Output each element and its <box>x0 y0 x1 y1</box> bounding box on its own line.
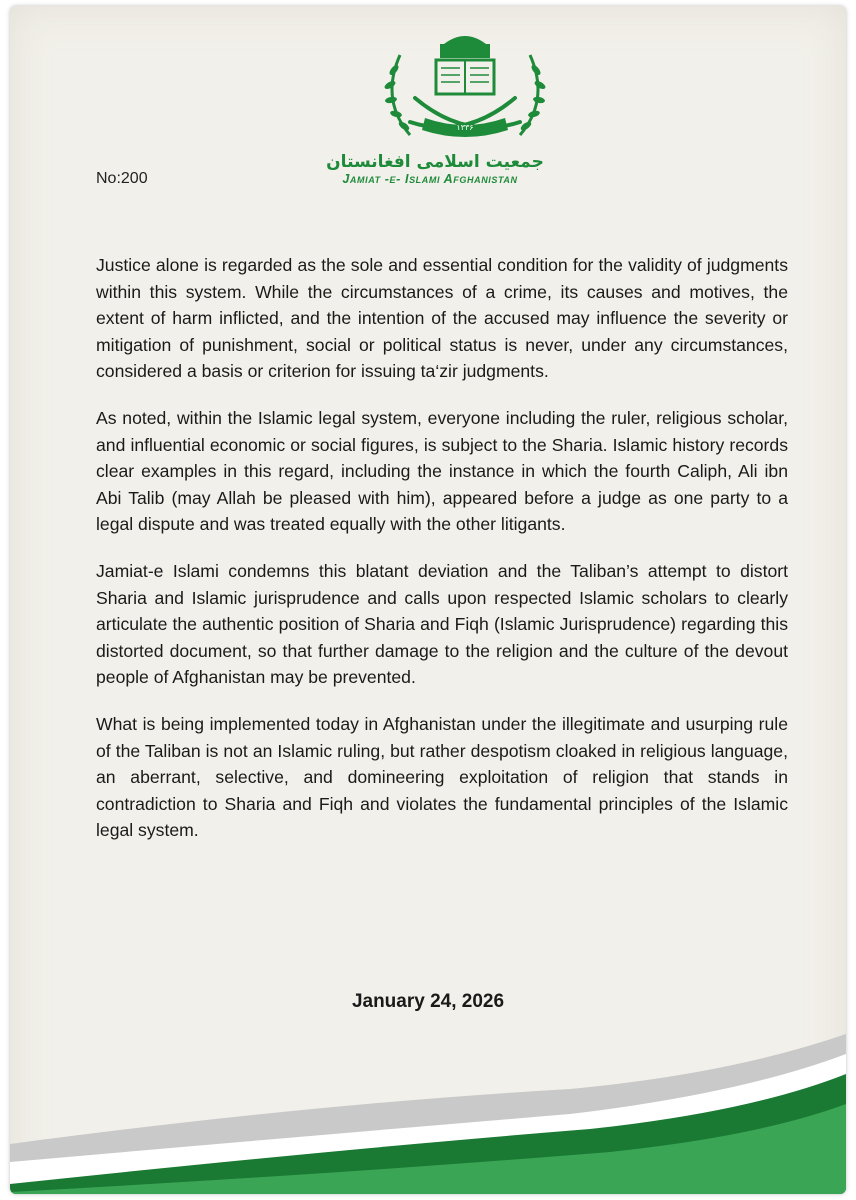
org-name-arabic: جمعیت اسلامی افغانستان <box>326 152 544 172</box>
org-name-english: Jamiat -e- Islami Afghanistan <box>342 172 518 186</box>
paragraph: Jamiat-e Islami condemns this blatant deviation and the Taliban’s attempt to distort Sharia and Islamic jurisprudence and calls upon respected Islamic scholars to clearly articulate the authentic position of Sharia and Fiqh (Islamic Jurisprudence) regarding this distorted document, so that further damage to the religion and the culture of the devout people of Afghanistan may be prevented. <box>96 560 788 688</box>
letter-body <box>96 252 788 864</box>
letter-page <box>10 6 846 1194</box>
jamiat-emblem-icon <box>370 30 560 150</box>
paragraph: What is being implemented today in Afghanistan under the illegitimate and usurping rule of the Taliban is not an Islamic ruling, but rather despotism cloaked in religious language, an aberrant, selective, and domineering exploitation of religion that stands in contradiction to Sharia and Fiqh and violates the fundamental principles of the Islamic legal system. <box>96 713 788 841</box>
paragraph: Justice alone is regarded as the sole and essential condition for the validity of judgments within this system. While the circumstances of a crime, its causes and motives, the extent of harm inflicted, and the intention of the accused may influence the severity or mitigation of punishment, social or political status is never, under any circumstances, considered a basis or criterion for issuing ta‘zir judgments. <box>96 255 788 382</box>
document-number: No:200 <box>96 170 148 187</box>
emblem-year: ۱۳۳۶ <box>456 123 474 132</box>
document-date: January 24, 2026 <box>351 991 505 1012</box>
paragraph: As noted, within the Islamic legal system, everyone including the ruler, religious scholar, and influential economic or social figures, is subject to the Sharia. Islamic history records clear examples in this regard, including the instance in which the fourth Caliph, Ali ibn Abi Talib (may Allah be pleased with him), appeared before a judge as one party to a legal dispute and was treated equally with the other litigants. <box>96 407 788 535</box>
footer-wave-decoration <box>10 1034 846 1194</box>
